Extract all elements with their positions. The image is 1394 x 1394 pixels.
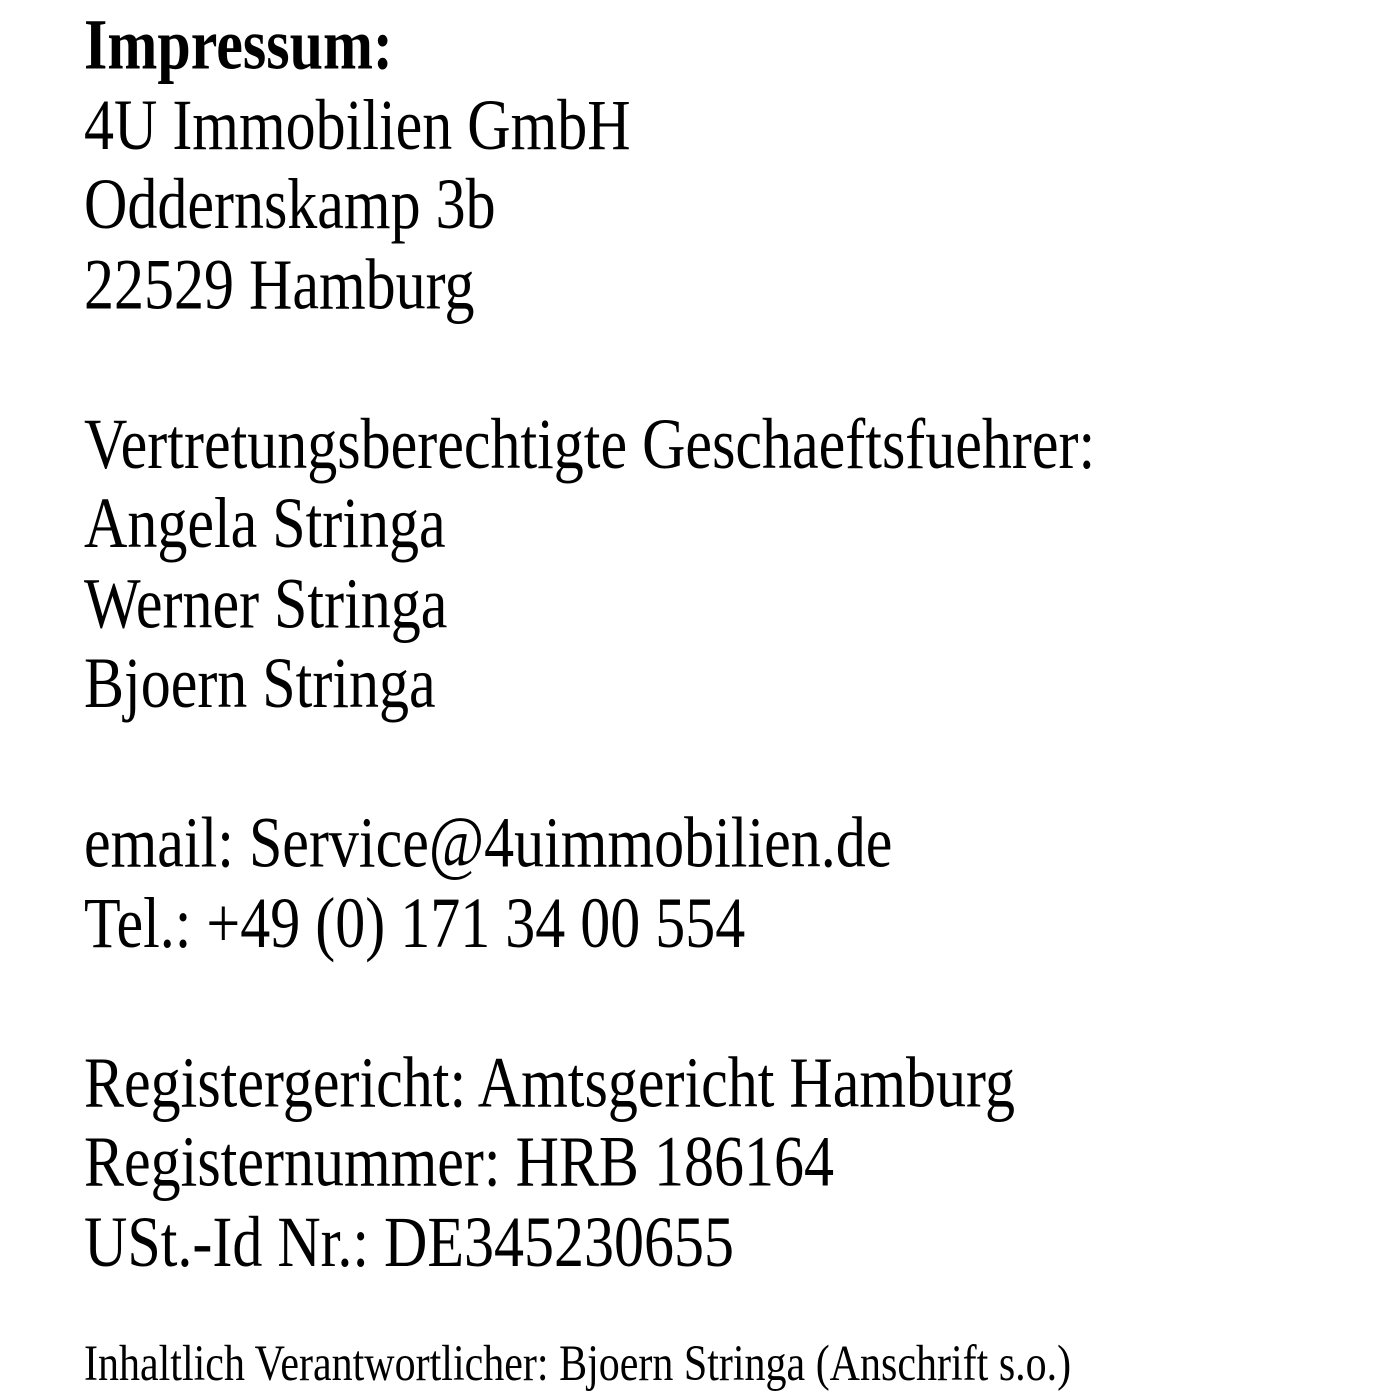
registry-number-line: Registernummer: HRB 186164 bbox=[84, 1122, 834, 1202]
manager-name: Angela Stringa bbox=[84, 483, 446, 563]
company-city: 22529 Hamburg bbox=[84, 244, 475, 324]
manager-name: Bjoern Stringa bbox=[84, 643, 436, 723]
phone-line: Tel.: +49 (0) 171 34 00 554 bbox=[84, 882, 746, 962]
spacer bbox=[84, 962, 1394, 1042]
email-line: email: Service@4uimmobilien.de bbox=[84, 802, 893, 883]
page-title: Impressum: bbox=[84, 4, 393, 84]
spacer bbox=[84, 723, 1394, 803]
responsible-line: Inhaltlich Verantwortlicher: Bjoern Stringa (Anschrift s.o.) bbox=[84, 1336, 1072, 1392]
vat-id-line: USt.-Id Nr.: DE345230655 bbox=[84, 1201, 734, 1281]
registry-court-line: Registergericht: Amtsgericht Hamburg bbox=[84, 1042, 1015, 1122]
company-name: 4U Immobilien GmbH bbox=[84, 84, 631, 164]
management-heading: Vertretungsberechtigte Geschaeftsfuehrer: bbox=[84, 403, 1096, 484]
manager-name: Werner Stringa bbox=[84, 563, 448, 643]
spacer bbox=[84, 324, 1394, 404]
company-street: Oddernskamp 3b bbox=[84, 164, 496, 244]
spacer bbox=[84, 1282, 1394, 1337]
